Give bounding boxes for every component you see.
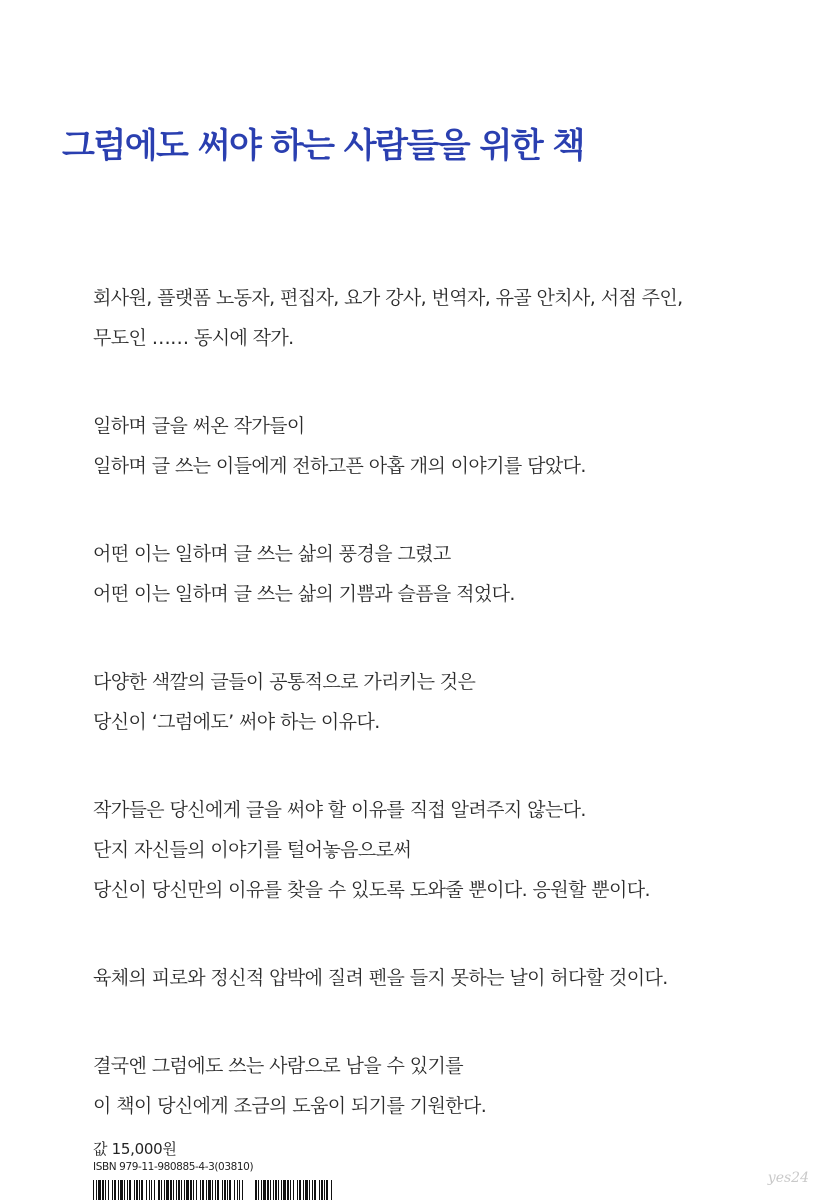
barcode-bar	[105, 1180, 106, 1200]
blurb-line: 육체의 피로와 정신적 압박에 질려 펜을 들지 못하는 날이 허다할 것이다.	[93, 967, 668, 989]
barcode-bar	[129, 1180, 131, 1200]
barcode-image	[93, 1180, 333, 1200]
barcode-bar	[255, 1180, 257, 1200]
blurb-paragraph	[93, 278, 783, 358]
barcode-bar	[154, 1180, 155, 1200]
blurb-line: 작가들은 당신에게 글을 써야 할 이유를 직접 알려주지 않는다.	[93, 799, 586, 821]
barcode-bar	[146, 1180, 147, 1200]
barcode-bar	[303, 1180, 304, 1200]
watermark-logo: yes24	[767, 1170, 809, 1186]
barcode-bar	[278, 1180, 279, 1200]
barcode-bar	[149, 1180, 150, 1200]
blurb-paragraph	[93, 662, 783, 742]
barcode-bar	[141, 1180, 143, 1200]
blurb-paragraph	[93, 790, 783, 910]
barcode-bar	[215, 1180, 216, 1200]
barcode-bar	[281, 1180, 282, 1200]
barcode-bar	[114, 1180, 116, 1200]
barcode-bar	[164, 1180, 165, 1200]
barcode-bar	[229, 1180, 231, 1200]
barcode-bar	[290, 1180, 291, 1200]
barcode-bar	[263, 1180, 266, 1200]
barcode-bar	[222, 1180, 223, 1200]
barcode-bar	[305, 1180, 308, 1200]
barcode-bar	[227, 1180, 228, 1200]
barcode-bar	[237, 1180, 238, 1200]
barcode-bar	[196, 1180, 197, 1200]
barcode-bar	[234, 1180, 235, 1200]
barcode-bar	[134, 1180, 135, 1200]
barcode-bar	[314, 1180, 316, 1200]
blurb-line: 어떤 이는 일하며 글 쓰는 삶의 풍경을 그렸고	[93, 543, 451, 565]
blurb-paragraph	[93, 534, 783, 614]
barcode-bar	[326, 1180, 328, 1200]
blurb-line: 무도인 …… 동시에 작가.	[93, 327, 294, 349]
barcode-bar	[258, 1180, 259, 1200]
barcode-bar	[166, 1180, 169, 1200]
barcode-bar	[212, 1180, 213, 1200]
blurb-line: 당신이 당신만의 이유를 찾을 수 있도록 도와줄 뿐이다. 응원할 뿐이다.	[93, 879, 650, 901]
barcode-bar	[331, 1180, 332, 1200]
barcode-bar	[184, 1180, 185, 1200]
barcode-bar	[158, 1180, 160, 1200]
barcode-bar	[319, 1180, 320, 1200]
barcode-bar	[224, 1180, 226, 1200]
barcode-bar	[93, 1180, 94, 1200]
barcode-bar	[178, 1180, 180, 1200]
barcode-bar	[108, 1180, 109, 1200]
barcode-bar	[217, 1180, 219, 1200]
barcode-bar	[206, 1180, 207, 1200]
barcode-bar	[139, 1180, 140, 1200]
barcode-bar	[270, 1180, 271, 1200]
barcode-bar	[190, 1180, 192, 1200]
barcode-bar	[297, 1180, 298, 1200]
blurb-paragraph	[93, 406, 783, 486]
barcode-bar	[299, 1180, 301, 1200]
cover-headline: 그럼에도 써야 하는 사람들을 위한 책	[62, 126, 584, 166]
barcode-bar	[287, 1180, 289, 1200]
barcode-bar	[202, 1180, 204, 1200]
barcode-bar	[261, 1180, 262, 1200]
barcode-bar	[208, 1180, 211, 1200]
barcode-bar	[309, 1180, 310, 1200]
blurb-line: 회사원, 플랫폼 노동자, 편집자, 요가 강사, 번역자, 유골 안치사, 서점 주인,	[93, 287, 683, 309]
barcode-bar	[124, 1180, 125, 1200]
blurb-line: 당신이 ‘그럼에도’ 써야 하는 이유다.	[93, 711, 380, 733]
barcode-bar	[283, 1180, 286, 1200]
blurb-text	[93, 278, 783, 1174]
barcode-bar	[239, 1180, 240, 1200]
barcode-bar	[120, 1180, 123, 1200]
blurb-line: 일하며 글 쓰는 이들에게 전하고픈 아홉 개의 이야기를 담았다.	[93, 455, 586, 477]
barcode-bar	[200, 1180, 201, 1200]
blurb-line: 이 책이 당신에게 조금의 도움이 되기를 기원한다.	[93, 1095, 487, 1117]
barcode-bar	[112, 1180, 113, 1200]
barcode-bar	[170, 1180, 172, 1200]
barcode-bar	[312, 1180, 313, 1200]
barcode-bar	[118, 1180, 119, 1200]
barcode-bar	[193, 1180, 194, 1200]
blurb-line: 어떤 이는 일하며 글 쓰는 삶의 기쁨과 슬픔을 적었다.	[93, 583, 515, 605]
barcode-bar	[136, 1180, 138, 1200]
blurb-line: 단지 자신들의 이야기를 털어놓음으로써	[93, 839, 412, 861]
barcode-bar	[181, 1180, 182, 1200]
blurb-paragraph	[93, 958, 783, 998]
barcode-bar	[176, 1180, 177, 1200]
barcode-bar	[293, 1180, 294, 1200]
isbn-label: ISBN 979-11-980885-4-3(03810)	[93, 1161, 254, 1173]
blurb-line: 일하며 글을 써온 작가들이	[93, 415, 305, 437]
barcode-bar	[151, 1180, 152, 1200]
barcode-bar	[273, 1180, 274, 1200]
barcode-bar	[242, 1180, 243, 1200]
barcode-bar	[324, 1180, 325, 1200]
barcode-bar	[267, 1180, 269, 1200]
barcode-bar	[96, 1180, 97, 1200]
blurb-line: 결국엔 그럼에도 쓰는 사람으로 남을 수 있기를	[93, 1055, 463, 1077]
barcode-bar	[173, 1180, 174, 1200]
blurb-line: 다양한 색깔의 글들이 공통적으로 가리키는 것은	[93, 671, 476, 693]
blurb-paragraph	[93, 1046, 783, 1126]
barcode-bar	[321, 1180, 323, 1200]
barcode-bar	[161, 1180, 162, 1200]
barcode-bar	[102, 1180, 104, 1200]
barcode-bar	[98, 1180, 101, 1200]
barcode-bar	[127, 1180, 128, 1200]
price-label: 값 15,000원	[93, 1140, 177, 1158]
barcode-bar	[186, 1180, 189, 1200]
barcode-bar	[275, 1180, 277, 1200]
